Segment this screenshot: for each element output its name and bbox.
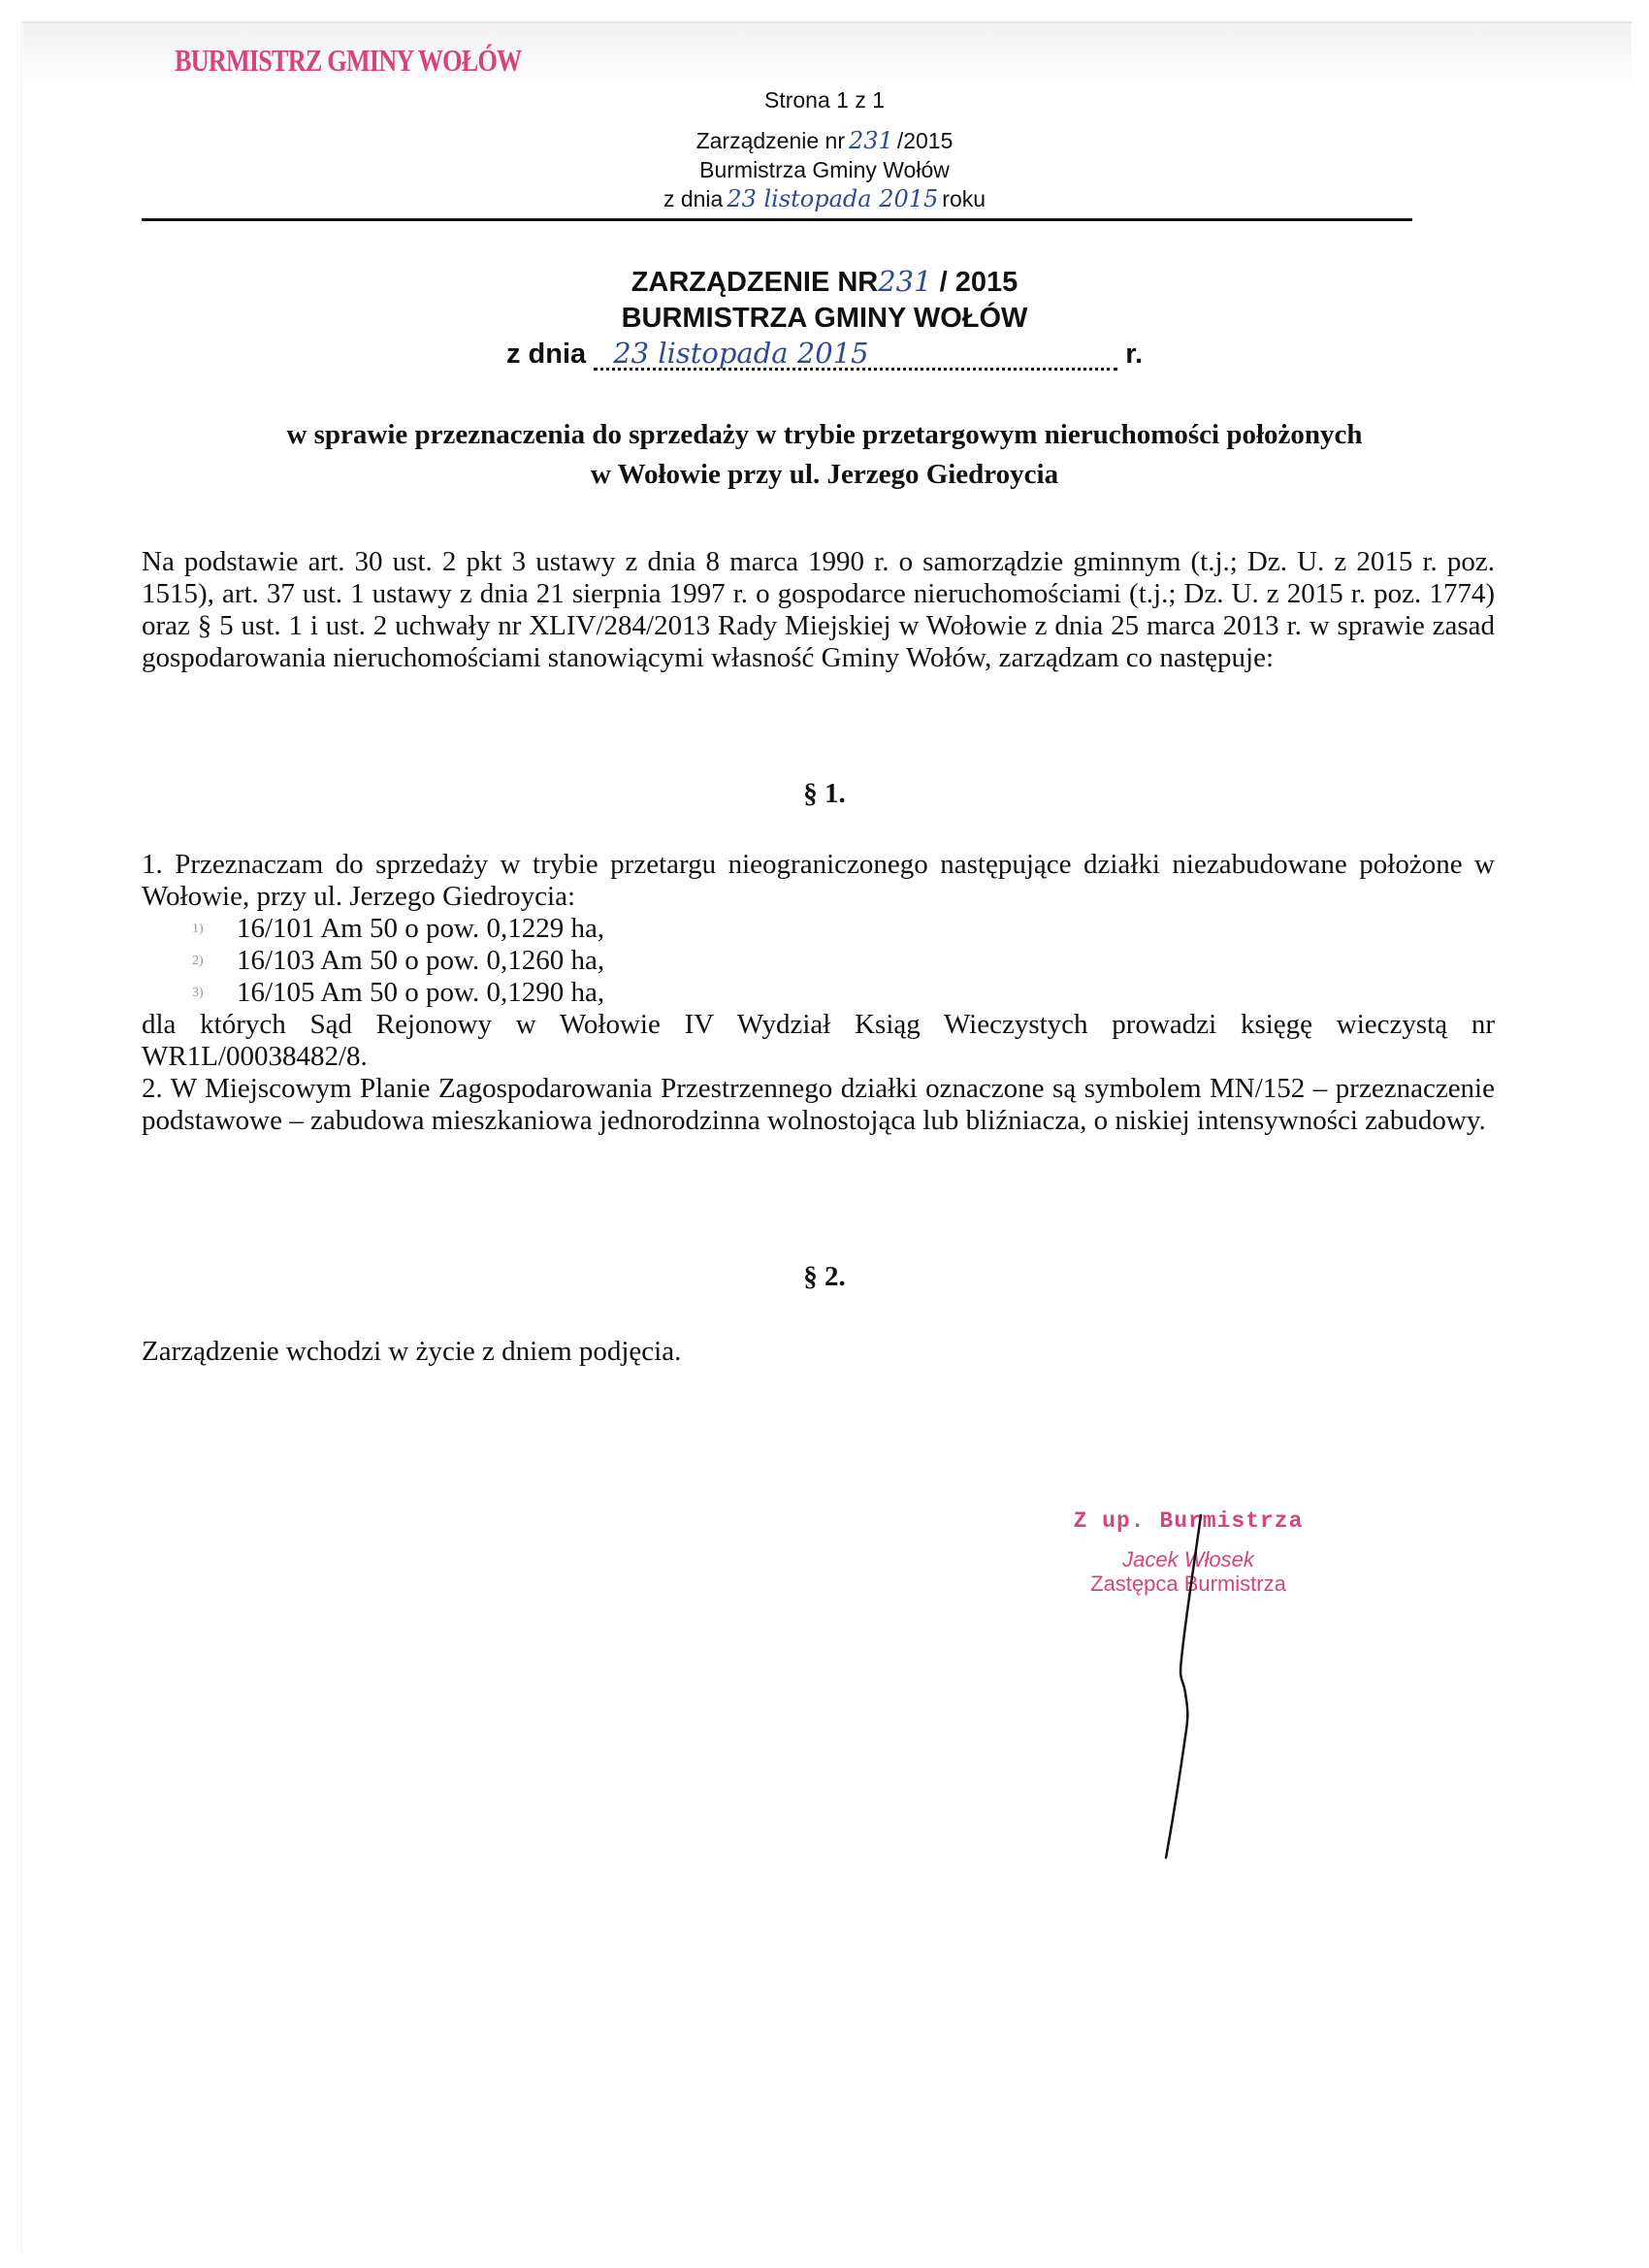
handwritten-number: 231 (849, 127, 893, 154)
header-ordinance-number (0, 126, 1649, 155)
title-issuer: BURMISTRZA GMINY WOŁÓW (621, 303, 1028, 334)
plot-number: 1) (192, 922, 204, 936)
header-divider (142, 218, 1412, 221)
header-issuer: Burmistrza Gminy Wołów (699, 157, 950, 182)
document-title (0, 264, 1649, 373)
date-fill-line (594, 337, 1117, 371)
plot-text: 16/103 Am 50 o pow. 0,1260 ha, (237, 945, 605, 976)
header-ordinance-suffix: /2015 (896, 128, 954, 153)
top-stamp: BURMISTRZ GMINY WOŁÓW (175, 43, 522, 78)
document-subject (146, 415, 1504, 495)
plot-number: 3) (192, 986, 204, 1000)
title-date-prefix: z dnia (505, 339, 587, 370)
section-1-point-2: 2. W Miejscowym Planie Zagospodarowania Przestrzennego działki oznaczone są symbolem MN/152 – przeznaczenie podstawowe – zabudowa mieszkaniowa jednorodzinna wolnostojąca lub bliźniacza, o niskiej intensywności zabudowy. (142, 1073, 1495, 1136)
header-date-suffix: roku (942, 186, 986, 211)
legal-basis-paragraph: Na podstawie art. 30 ust. 2 pkt 3 ustawy z dnia 8 marca 1990 r. o samorządzie gminnym (t.j.; Dz. U. z 2015 r. poz. 1515), art. 37 ust. 1 ustawy z dnia 21 sierpnia 1997 r. o gospodarce nieruchomościami (t.j.; Dz. U. z 2015 r. poz. 1774) oraz § 5 ust. 1 i ust. 2 uchwały nr XLIV/284/2013 Rady Miejskiej w Wołowie z dnia 25 marca 2013 r. w sprawie zasad gospodarowania nieruchomościami stanowiącymi własność Gminy Wołów, zarządzam co następuje: (142, 546, 1495, 673)
handwritten-title-number: 231 (878, 265, 932, 298)
title-date-suffix: r. (1125, 339, 1144, 370)
section-2-body: Zarządzenie wchodzi w życie z dniem podjęcia. (142, 1336, 682, 1367)
header-ordinance-prefix: Zarządzenie nr (695, 128, 846, 153)
subject-line-2: w Wołowie przy ul. Jerzego Giedroycia (590, 459, 1059, 490)
header-date-prefix: z dnia (663, 186, 724, 211)
plot-item (142, 913, 1495, 945)
signature-stamp-position: Zastępca Burmistrza (1090, 1571, 1286, 1596)
subject-line-1: w sprawie przeznaczenia do sprzedaży w trybie przetargowym nieruchomości położonych (286, 419, 1363, 450)
section-1-body (142, 849, 1495, 1137)
section-1-heading: § 1. (803, 778, 846, 809)
section-2-heading: § 2. (803, 1261, 846, 1292)
plot-item (142, 945, 1495, 977)
signature-stamp-authority: Z up. Burmistrza (1073, 1508, 1304, 1534)
title-ordinance-number (0, 264, 1649, 301)
section-1-point-1: 1. Przeznaczam do sprzedaży w trybie przetargu nieograniczonego następujące działki niezabudowane położone w Wołowie, przy ul. Jerzego Giedroycia: (142, 849, 1495, 912)
land-registry-sentence: dla których Sąd Rejonowy w Wołowie IV Wydział Ksiąg Wieczystych prowadzi księgę wieczystą nr WR1L/00038482/8. (142, 1009, 1495, 1072)
header-date (0, 184, 1649, 213)
handwritten-signature (1125, 1513, 1222, 1863)
plot-text: 16/105 Am 50 o pow. 0,1290 ha, (237, 977, 605, 1008)
title-suffix: / 2015 (939, 267, 1018, 298)
plot-text: 16/101 Am 50 o pow. 0,1229 ha, (237, 913, 605, 944)
plot-list (142, 913, 1495, 1009)
plot-number: 2) (192, 954, 204, 968)
handwritten-date: 23 listopada 2015 (727, 185, 939, 212)
handwritten-title-date: 23 listopada 2015 (613, 337, 869, 370)
title-prefix: ZARZĄDZENIE NR (630, 267, 879, 298)
title-date (506, 337, 1143, 373)
signature-stamp-name: Jacek Włosek (1122, 1547, 1254, 1571)
page-counter: Strona 1 z 1 (763, 87, 886, 113)
document-header (0, 126, 1649, 213)
plot-item (142, 977, 1495, 1009)
